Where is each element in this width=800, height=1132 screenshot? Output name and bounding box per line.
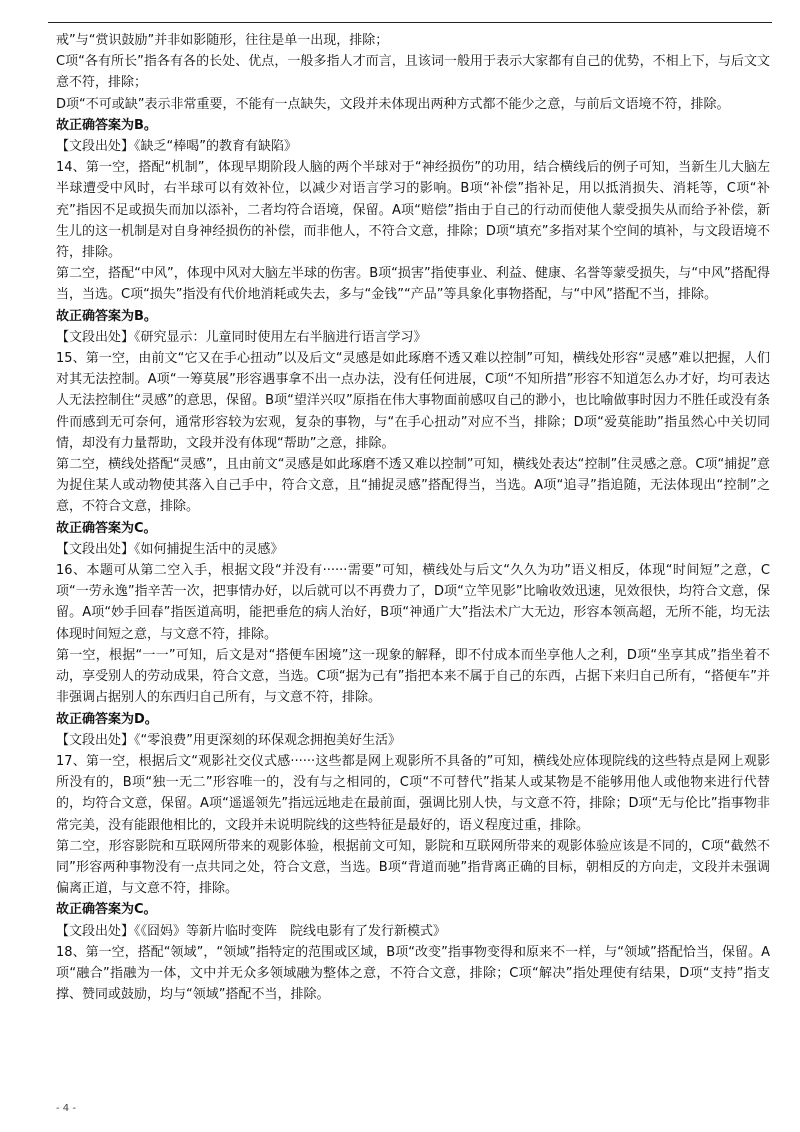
paragraph: 18、第一空，搭配“领域”，“领域”指特定的范围或区域，B项“改变”指事物变得和原来不一样，与“领域”搭配恰当，保留。A项“融合”指融为一体，文中并无众多领域融为整体之意，不符合文意，排除；C项“解决”指处理使有结果，D项“支持”指支撑、赞同或鼓励，均与“领域”搭配不当，排除。 [56, 944, 770, 1003]
answer-line: 故正确答案为B。 [56, 308, 157, 324]
paragraph: 戒”与“赏识鼓励”并非如影随形，往往是单一出现，排除； [56, 33, 389, 48]
paragraph: 17、第一空，根据后文“观影社交仪式感······这些都是网上观影所不具备的”可知，横线处应体现院线的这些特点是网上观影所没有的，B项“独一无二”形容唯一的，没有与之相同的，C项“不可替代”指某人或某物是不能够用他人或他物来进行代替的，均符合文意，保留。A项“遥遥领先”指远远地走在最前面，强调比别人快，与文意不符，排除；D项“无与伦比”指事物非常完美，没有能跟他相比的，文段并未说明院线的这些特征是最好的，语义程度过重，排除。 [56, 753, 770, 833]
paragraph: 第二空，形容影院和互联网所带来的观影体验，根据前文可知，影院和互联网所带来的观影体验应该是不同的，C项“截然不同”形容两种事物没有一点共同之处，符合文意，当选。B项“背道而驰”指背离正确的目标，朝相反的方向走，文段并未强调偏离正道，与文意不符，排除。 [56, 838, 770, 897]
paragraph: D项“不可或缺”表示非常重要，不能有一点缺失，文段并未体现出两种方式都不能少之意，与前后文语境不符，排除。 [56, 96, 730, 112]
paragraph: 14、第一空，搭配“机制”，体现早期阶段人脑的两个半球对于“神经损伤”的功用，结合横线后的例子可知，当新生儿大脑左半球遭受中风时，右半球可以有效补位，以减少对语言学习的影响。B项“补偿”指补足，用以抵消损失、消耗等，C项“补充”指因不足或损失而加以添补，二者均符合语境，保留。A项“赔偿”指由于自己的行动而使他人蒙受损失从而给予补偿，新生儿的这一机制是对自身神经损伤的补偿，而非他人，不符合文意，排除；D项“填充”多指对某个空间的填补，与文段语境不符，排除。 [56, 160, 770, 261]
source-citation: 【文段出处】《缺乏“棒喝”的教育有缺陷》 [56, 139, 297, 155]
paragraph: C项“各有所长”指各有各的长处、优点，一般多指人才而言，且该词一般用于表示大家都有自己的优势，不相上下，与后文文意不符，排除； [56, 54, 770, 91]
answer-line: 故正确答案为C。 [56, 902, 157, 918]
paragraph: 第二空，横线处搭配“灵感”，且由前文“灵感是如此琢磨不透又难以控制”可知，横线处表达“控制”住灵感之意。C项“捕捉”意为捉住某人或动物使其落入自己手中，符合文意，且“捕捉灵感”搭配得当，当选。A项“追寻”指追随，无法体现出“控制”之意，不符合文意，排除。 [56, 457, 770, 515]
source-citation: 【文段出处】《如何捕捉生活中的灵感》 [56, 541, 284, 557]
source-citation: 【文段出处】《《囧妈》等新片临时变阵 院线电影有了发行新模式》 [56, 923, 447, 939]
answer-line: 故正确答案为B。 [56, 117, 157, 133]
paragraph: 15、第一空，由前文“它又在手心扭动”以及后文“灵感是如此琢磨不透又难以控制”可知，横线处形容“灵感”难以把握，人们对其无法控制。A项“一筹莫展”形容遇事拿不出一点办法，没有任何进展，C项“不知所措”形容不知道怎么办才好，均可表达人无法控制住“灵感”的意思，保留。B项“望洋兴叹”原指在伟大事物面前感叹自己的渺小，也比喻做事时因力不胜任或没有条件而感到无可奈何，通常形容较为宏观，复杂的事物，与“在手心扭动”对应不当，排除；D项“爱莫能助”指虽然心中关切同情，却没有力量帮助，文段并没有体现“帮助”之意，排除。 [56, 351, 770, 451]
answer-line: 故正确答案为C。 [56, 520, 157, 536]
paragraph: 第二空，搭配“中风”，体现中风对大脑左半球的伤害。B项“损害”指使事业、利益、健康、名誉等蒙受损失，与“中风”搭配得当，当选。C项“损失”指没有代价地消耗或失去，多与“金钱”“产品”等具象化事物搭配，与“中风”搭配不当，排除。 [56, 266, 770, 303]
source-citation: 【文段出处】《研究显示：儿童同时使用左右半脑进行语言学习》 [56, 329, 427, 345]
document-body [56, 30, 770, 1005]
answer-line: 故正确答案为D。 [56, 711, 158, 727]
paragraph: 第一空，根据“一一”可知，后文是对“搭便车困境”这一现象的解释，即不付成本而坐享他人之利，D项“坐享其成”指坐着不动，享受别人的劳动成果，符合文意，当选。C项“据为己有”指把本来不属于自己的东西，占据下来归自己所有，“搭便车”并非强调占据别人的东西归自己所有，与文意不符，排除。 [56, 647, 770, 706]
paragraph: 16、本题可从第二空入手，根据文段“并没有······需要”可知，横线处与后文“久久为功”语义相反，体现“时间短”之意，C项“一劳永逸”指辛苦一次，把事情办好，以后就可以不再费力了，D项“立竿见影”比喻收效迅速，见效很快，均符合文意，保留。A项“妙手回春”指医道高明，能把垂危的病人治好，B项“神通广大”指法术广大无边，形容本领高超，无所不能，均无法体现时间短之意，与文意不符，排除。 [56, 563, 770, 642]
source-citation: 【文段出处】《“零浪费”用更深刻的环保观念拥抱美好生活》 [56, 732, 401, 748]
page-number: - 4 - [56, 1103, 76, 1114]
header-rule [48, 22, 772, 23]
